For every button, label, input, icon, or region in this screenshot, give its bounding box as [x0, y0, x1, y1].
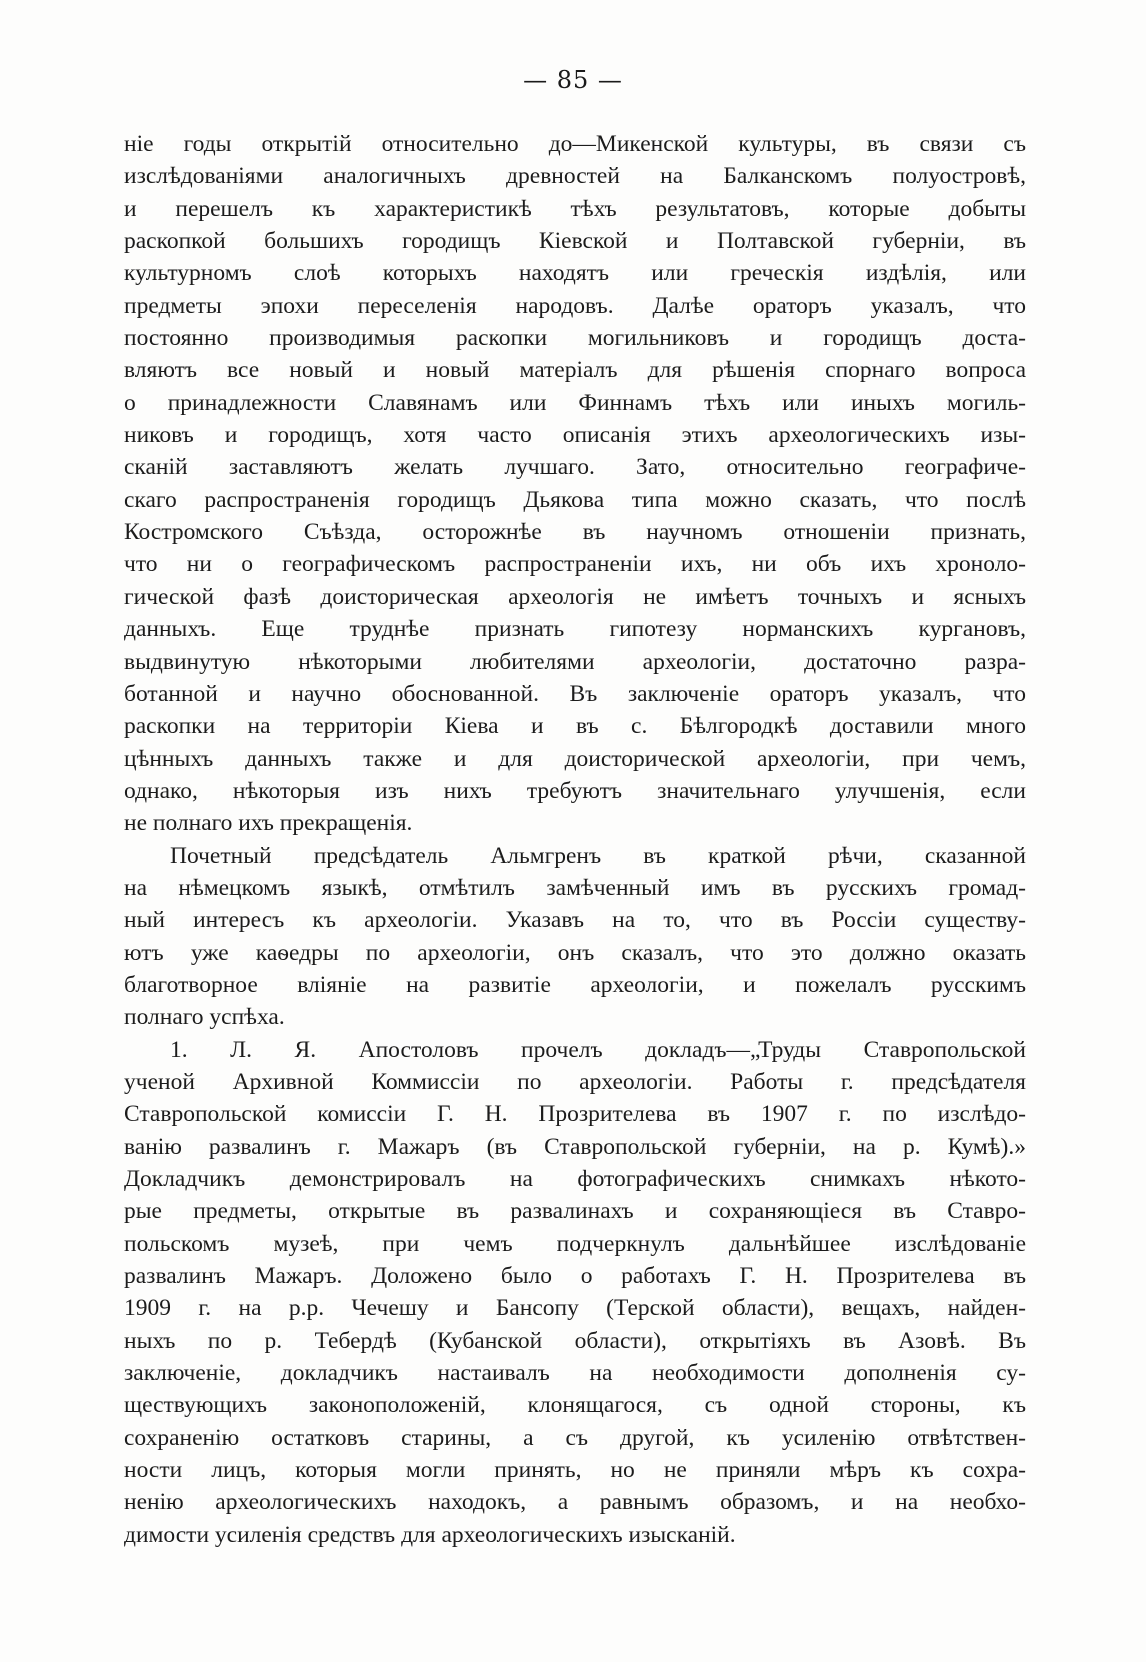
text-line: цѣнныхъ данныхъ также и для доисторической археологіи, при чемъ,	[124, 745, 1026, 772]
text-line: однако, нѣкоторыя изъ нихъ требуютъ значительнаго улучшенія, если	[124, 777, 1026, 804]
text-line: ности лицъ, которыя могли принять, но не приняли мѣръ къ сохра-	[124, 1457, 1026, 1484]
text-line: ный интересъ къ археологіи. Указавъ на то, что въ Россіи существу-	[124, 907, 1026, 934]
text-line: предметы эпохи переселенія народовъ. Далѣе ораторъ указалъ, что	[124, 292, 1026, 319]
text-line: ванію развалинъ г. Мажаръ (въ Ставропольской губерніи, на р. Кумѣ).»	[124, 1133, 1026, 1160]
text-line: полнаго успѣха.	[124, 1004, 285, 1031]
text-line: никовъ и городищъ, хотя часто описанія этихъ археологическихъ изы-	[124, 422, 1026, 449]
text-line: ютъ уже каѳедры по археологіи, онъ сказалъ, что это должно оказать	[124, 939, 1026, 966]
page-number: — 85 —	[523, 66, 623, 94]
body-text	[124, 128, 1026, 1551]
text-line: Ставропольской комиссіи Г. Н. Прозрителева въ 1907 г. по изслѣдо-	[124, 1101, 1026, 1128]
paragraph	[124, 840, 1026, 1034]
text-line: вляютъ все новый и новый матеріалъ для рѣшенія спорнаго вопроса	[124, 357, 1026, 384]
text-line: ніе годы открытій относительно до—Микенской культуры, въ связи съ	[124, 131, 1026, 157]
text-line: Почетный предсѣдатель Альмгренъ въ краткой рѣчи, сказанной	[170, 842, 1026, 869]
text-line: раскопки на территоріи Кіева и въ с. Бѣлгородкѣ доставили много	[124, 713, 1026, 740]
text-line: заключеніе, докладчикъ настаивалъ на необходимости дополненія су-	[124, 1360, 1026, 1387]
text-line: рые предметы, открытые въ развалинахъ и сохраняющіеся въ Ставро-	[124, 1198, 1026, 1225]
text-line: раскопкой большихъ городищъ Кіевской и Полтавской губерніи, въ	[124, 228, 1026, 255]
text-line: сохраненію остатковъ старины, а съ другой, къ усиленію отвѣтствен-	[124, 1424, 1026, 1451]
text-line: изслѣдованіями аналогичныхъ древностей на Балканскомъ полуостровѣ,	[124, 163, 1026, 190]
text-line: ществующихъ законоположеній, клонящагося, съ одной стороны, къ	[124, 1392, 1026, 1419]
paragraph	[124, 1034, 1026, 1552]
text-line: польскомъ музеѣ, при чемъ подчеркнулъ дальнѣйшее изслѣдованіе	[124, 1230, 1026, 1257]
text-line: на нѣмецкомъ языкѣ, отмѣтилъ замѣченный имъ въ русскихъ громад-	[124, 874, 1026, 901]
text-line: и перешелъ къ характеристикѣ тѣхъ результатовъ, которые добыты	[124, 195, 1026, 222]
text-line: что ни о географическомъ распространеніи ихъ, ни объ ихъ хроноло-	[124, 551, 1026, 578]
text-line: 1909 г. на р.р. Чечешу и Бансопу (Терской области), вещахъ, найден-	[124, 1295, 1026, 1322]
text-line: гической фазѣ доисторическая археологія не имѣетъ точныхъ и ясныхъ	[124, 583, 1026, 610]
text-line: постоянно производимыя раскопки могильниковъ и городищъ доста-	[124, 325, 1026, 352]
text-line: 1. Л. Я. Апостоловъ прочелъ докладъ—„Труды Ставропольской	[170, 1036, 1026, 1063]
text-line: о принадлежности Славянамъ или Финнамъ тѣхъ или иныхъ могиль-	[124, 389, 1026, 416]
text-line: культурномъ слоѣ которыхъ находятъ или греческія издѣлія, или	[124, 260, 1026, 287]
text-line: скаго распространенія городищъ Дьякова типа можно сказать, что послѣ	[124, 486, 1026, 513]
text-line: ненію археологическихъ находокъ, а равнымъ образомъ, и на необхо-	[124, 1489, 1026, 1516]
text-line: ученой Архивной Коммиссіи по археологіи. Работы г. предсѣдателя	[124, 1068, 1026, 1095]
text-line: димости усиленія средствъ для археологическихъ изысканій.	[124, 1521, 736, 1548]
text-line: выдвинутую нѣкоторыми любителями археологіи, достаточно разра-	[124, 648, 1026, 675]
text-line: ботанной и научно обоснованной. Въ заключеніе ораторъ указалъ, что	[124, 680, 1026, 707]
text-line: Костромского Съѣзда, осторожнѣе въ научномъ отношеніи признать,	[124, 519, 1026, 546]
text-line: сканій заставляютъ желать лучшаго. Зато, относительно географиче-	[124, 454, 1026, 481]
text-line: данныхъ. Еще труднѣе признать гипотезу норманскихъ кургановъ,	[124, 616, 1026, 643]
text-line: ныхъ по р. Тебердѣ (Кубанской области), открытіяхъ въ Азовѣ. Въ	[124, 1327, 1026, 1354]
text-line: благотворное вліяніе на развитіе археологіи, и пожелалъ русскимъ	[124, 971, 1026, 998]
text-line: Докладчикъ демонстрировалъ на фотографическихъ снимкахъ нѣкото-	[124, 1166, 1026, 1192]
text-line: развалинъ Мажаръ. Доложено было о работахъ Г. Н. Прозрителева въ	[124, 1263, 1026, 1290]
paragraph	[124, 128, 1026, 840]
text-line: не полнаго ихъ прекращенія.	[124, 810, 413, 837]
